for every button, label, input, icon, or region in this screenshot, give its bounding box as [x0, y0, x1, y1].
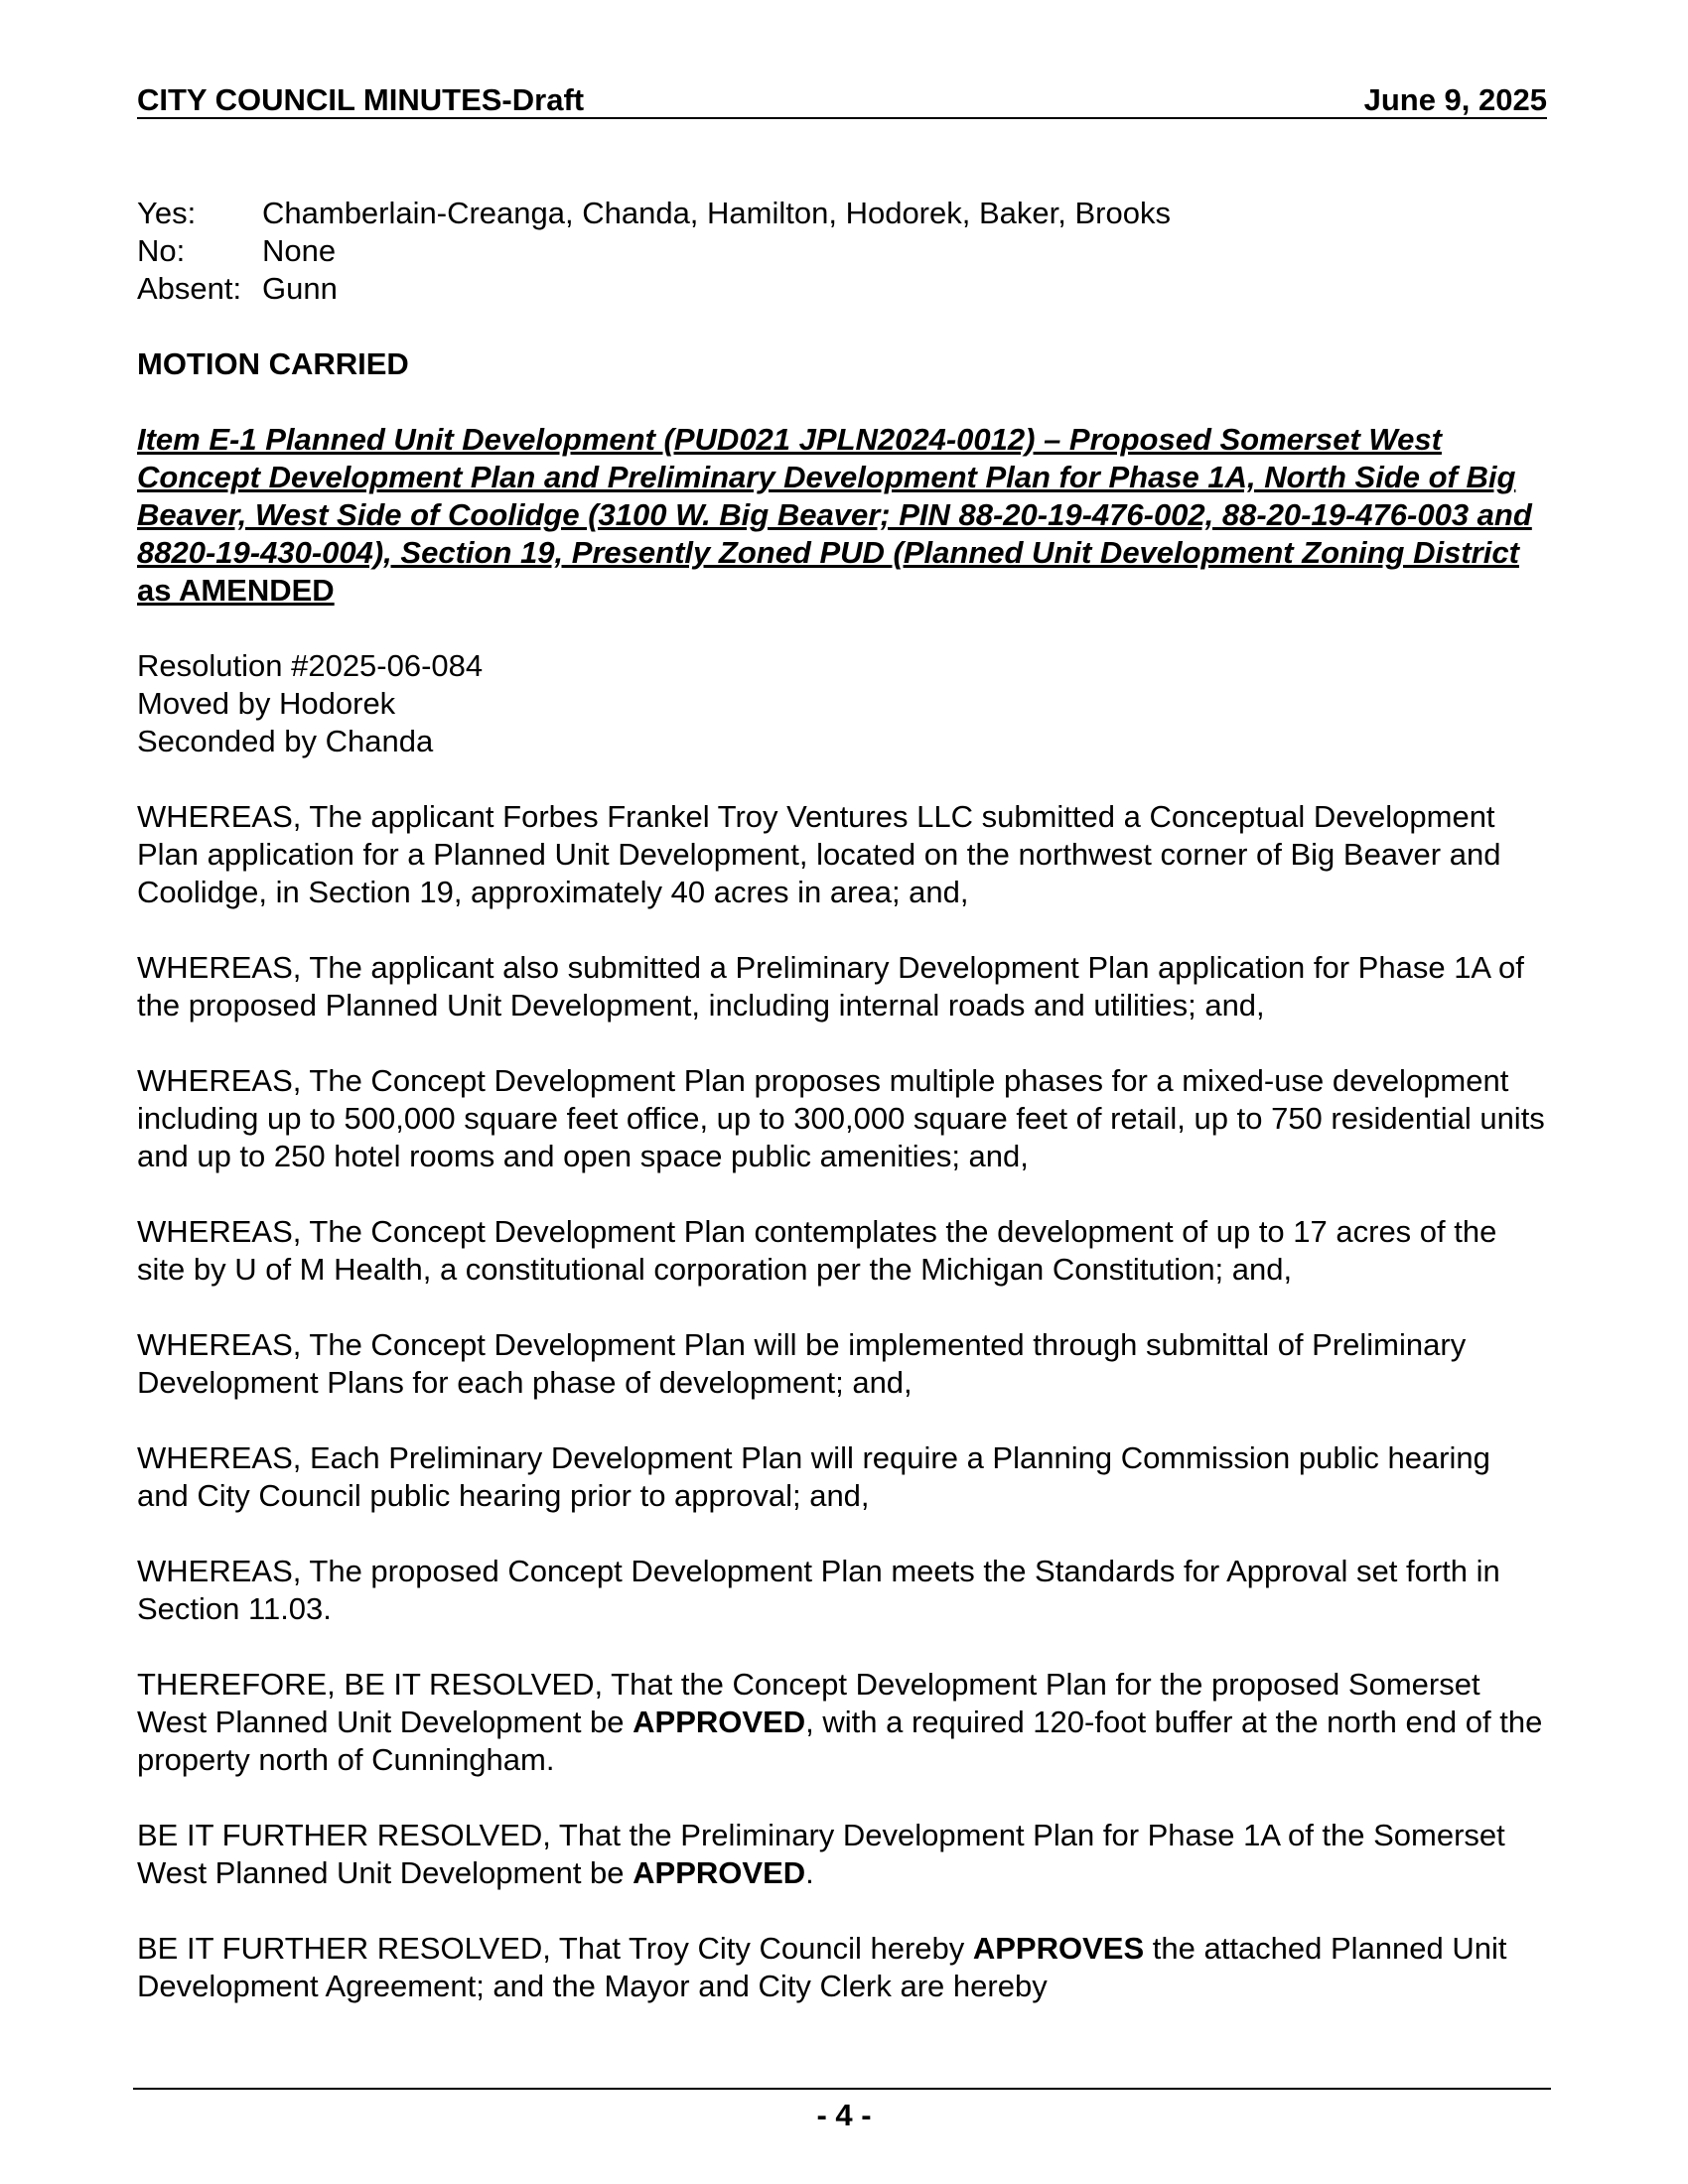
moved-by: Moved by Hodorek	[137, 686, 396, 721]
document-body	[137, 195, 1547, 2005]
header-title: CITY COUNCIL MINUTES-Draft	[137, 82, 585, 117]
seconded-by: Seconded by Chanda	[137, 724, 434, 758]
vote-tally	[137, 195, 1547, 308]
resolved-3-text-end: the attached Planned Unit Development Agreement; and the Mayor and City Clerk are hereby	[137, 1931, 1507, 2003]
vote-absent-row	[137, 270, 1547, 308]
whereas-clause: WHEREAS, The applicant also submitted a Preliminary Development Plan application for Phase 1A of the proposed Planned Unit Development, including internal roads and utilities; and,	[137, 950, 1524, 1023]
motion-result: MOTION CARRIED	[137, 346, 409, 381]
page-header	[137, 79, 1547, 119]
footer-divider	[133, 2088, 1551, 2090]
resolved-2-approved: APPROVED	[633, 1855, 806, 1890]
whereas-clause: WHEREAS, The Concept Development Plan proposes multiple phases for a mixed-use development including up to 500,000 square feet office, up to 300,000 square feet of retail, up to 750 residential units and up to 250 hotel rooms and open space public amenities; and,	[137, 1063, 1545, 1173]
vote-no-label: No:	[137, 233, 186, 268]
resolved-2-text-end: .	[805, 1855, 814, 1890]
resolved-clause-1	[137, 1666, 1547, 1779]
whereas-clause: WHEREAS, The proposed Concept Development Plan meets the Standards for Approval set forth in Section 11.03.	[137, 1554, 1500, 1626]
resolved-1-text: THEREFORE, BE IT RESOLVED, That the Concept Development Plan for the proposed Somerset West Planned Unit Development be	[137, 1667, 1480, 1739]
resolved-1-text-end: , with a required 120-foot buffer at the north end of the property north of Cunningham.	[137, 1705, 1543, 1777]
whereas-clause: WHEREAS, The applicant Forbes Frankel Troy Ventures LLC submitted a Conceptual Development Plan application for a Planned Unit Development, located on the northwest corner of Big Beaver and Coolidge, in Section 19, approximately 40 acres in area; and,	[137, 799, 1501, 909]
resolved-3-approves: APPROVES	[972, 1931, 1145, 1966]
item-title: Item E-1 Planned Unit Development (PUD021 JPLN2024-0012) – Proposed Somerset West Concept Development Plan and Preliminary Development Plan for Phase 1A, North Side of Big Beaver, West Side of Coolidge (3100 W. Big Beaver; PIN 88-20-19-476-002, 88-20-19-476-003 and 8820-19-430-004), Section 19, Presently Zoned PUD (Planned Unit Development Zoning District	[137, 422, 1532, 570]
vote-yes-label: Yes:	[137, 196, 197, 230]
resolution-number: Resolution #2025-06-084	[137, 648, 484, 683]
resolved-clause-2	[137, 1817, 1547, 1892]
vote-no-value: None	[262, 233, 337, 268]
resolved-3-text: BE IT FURTHER RESOLVED, That Troy City Council hereby	[137, 1931, 973, 1966]
whereas-clause: WHEREAS, The Concept Development Plan contemplates the development of up to 17 acres of the site by U of M Health, a constitutional corporation per the Michigan Constitution; and,	[137, 1214, 1497, 1287]
vote-no-row	[137, 232, 1547, 270]
whereas-clause: WHEREAS, The Concept Development Plan will be implemented through submittal of Preliminary Development Plans for each phase of development; and,	[137, 1327, 1467, 1400]
resolved-clause-3	[137, 1930, 1547, 2005]
resolved-2-text: BE IT FURTHER RESOLVED, That the Preliminary Development Plan for Phase 1A of the Somerset West Planned Unit Development be	[137, 1818, 1505, 1890]
vote-absent-label: Absent:	[137, 271, 242, 306]
header-date: June 9, 2025	[1363, 82, 1547, 117]
resolved-1-approved: APPROVED	[633, 1705, 806, 1739]
vote-yes-row	[137, 195, 1547, 232]
vote-yes-value: Chamberlain-Creanga, Chanda, Hamilton, Hodorek, Baker, Brooks	[262, 196, 1171, 230]
page-number: - 4 -	[816, 2098, 872, 2132]
vote-absent-value: Gunn	[262, 271, 338, 306]
whereas-clause: WHEREAS, Each Preliminary Development Plan will require a Planning Commission public hearing and City Council public hearing prior to approval; and,	[137, 1440, 1490, 1513]
item-amended-suffix: as AMENDED	[137, 573, 335, 608]
item-heading	[137, 421, 1547, 610]
